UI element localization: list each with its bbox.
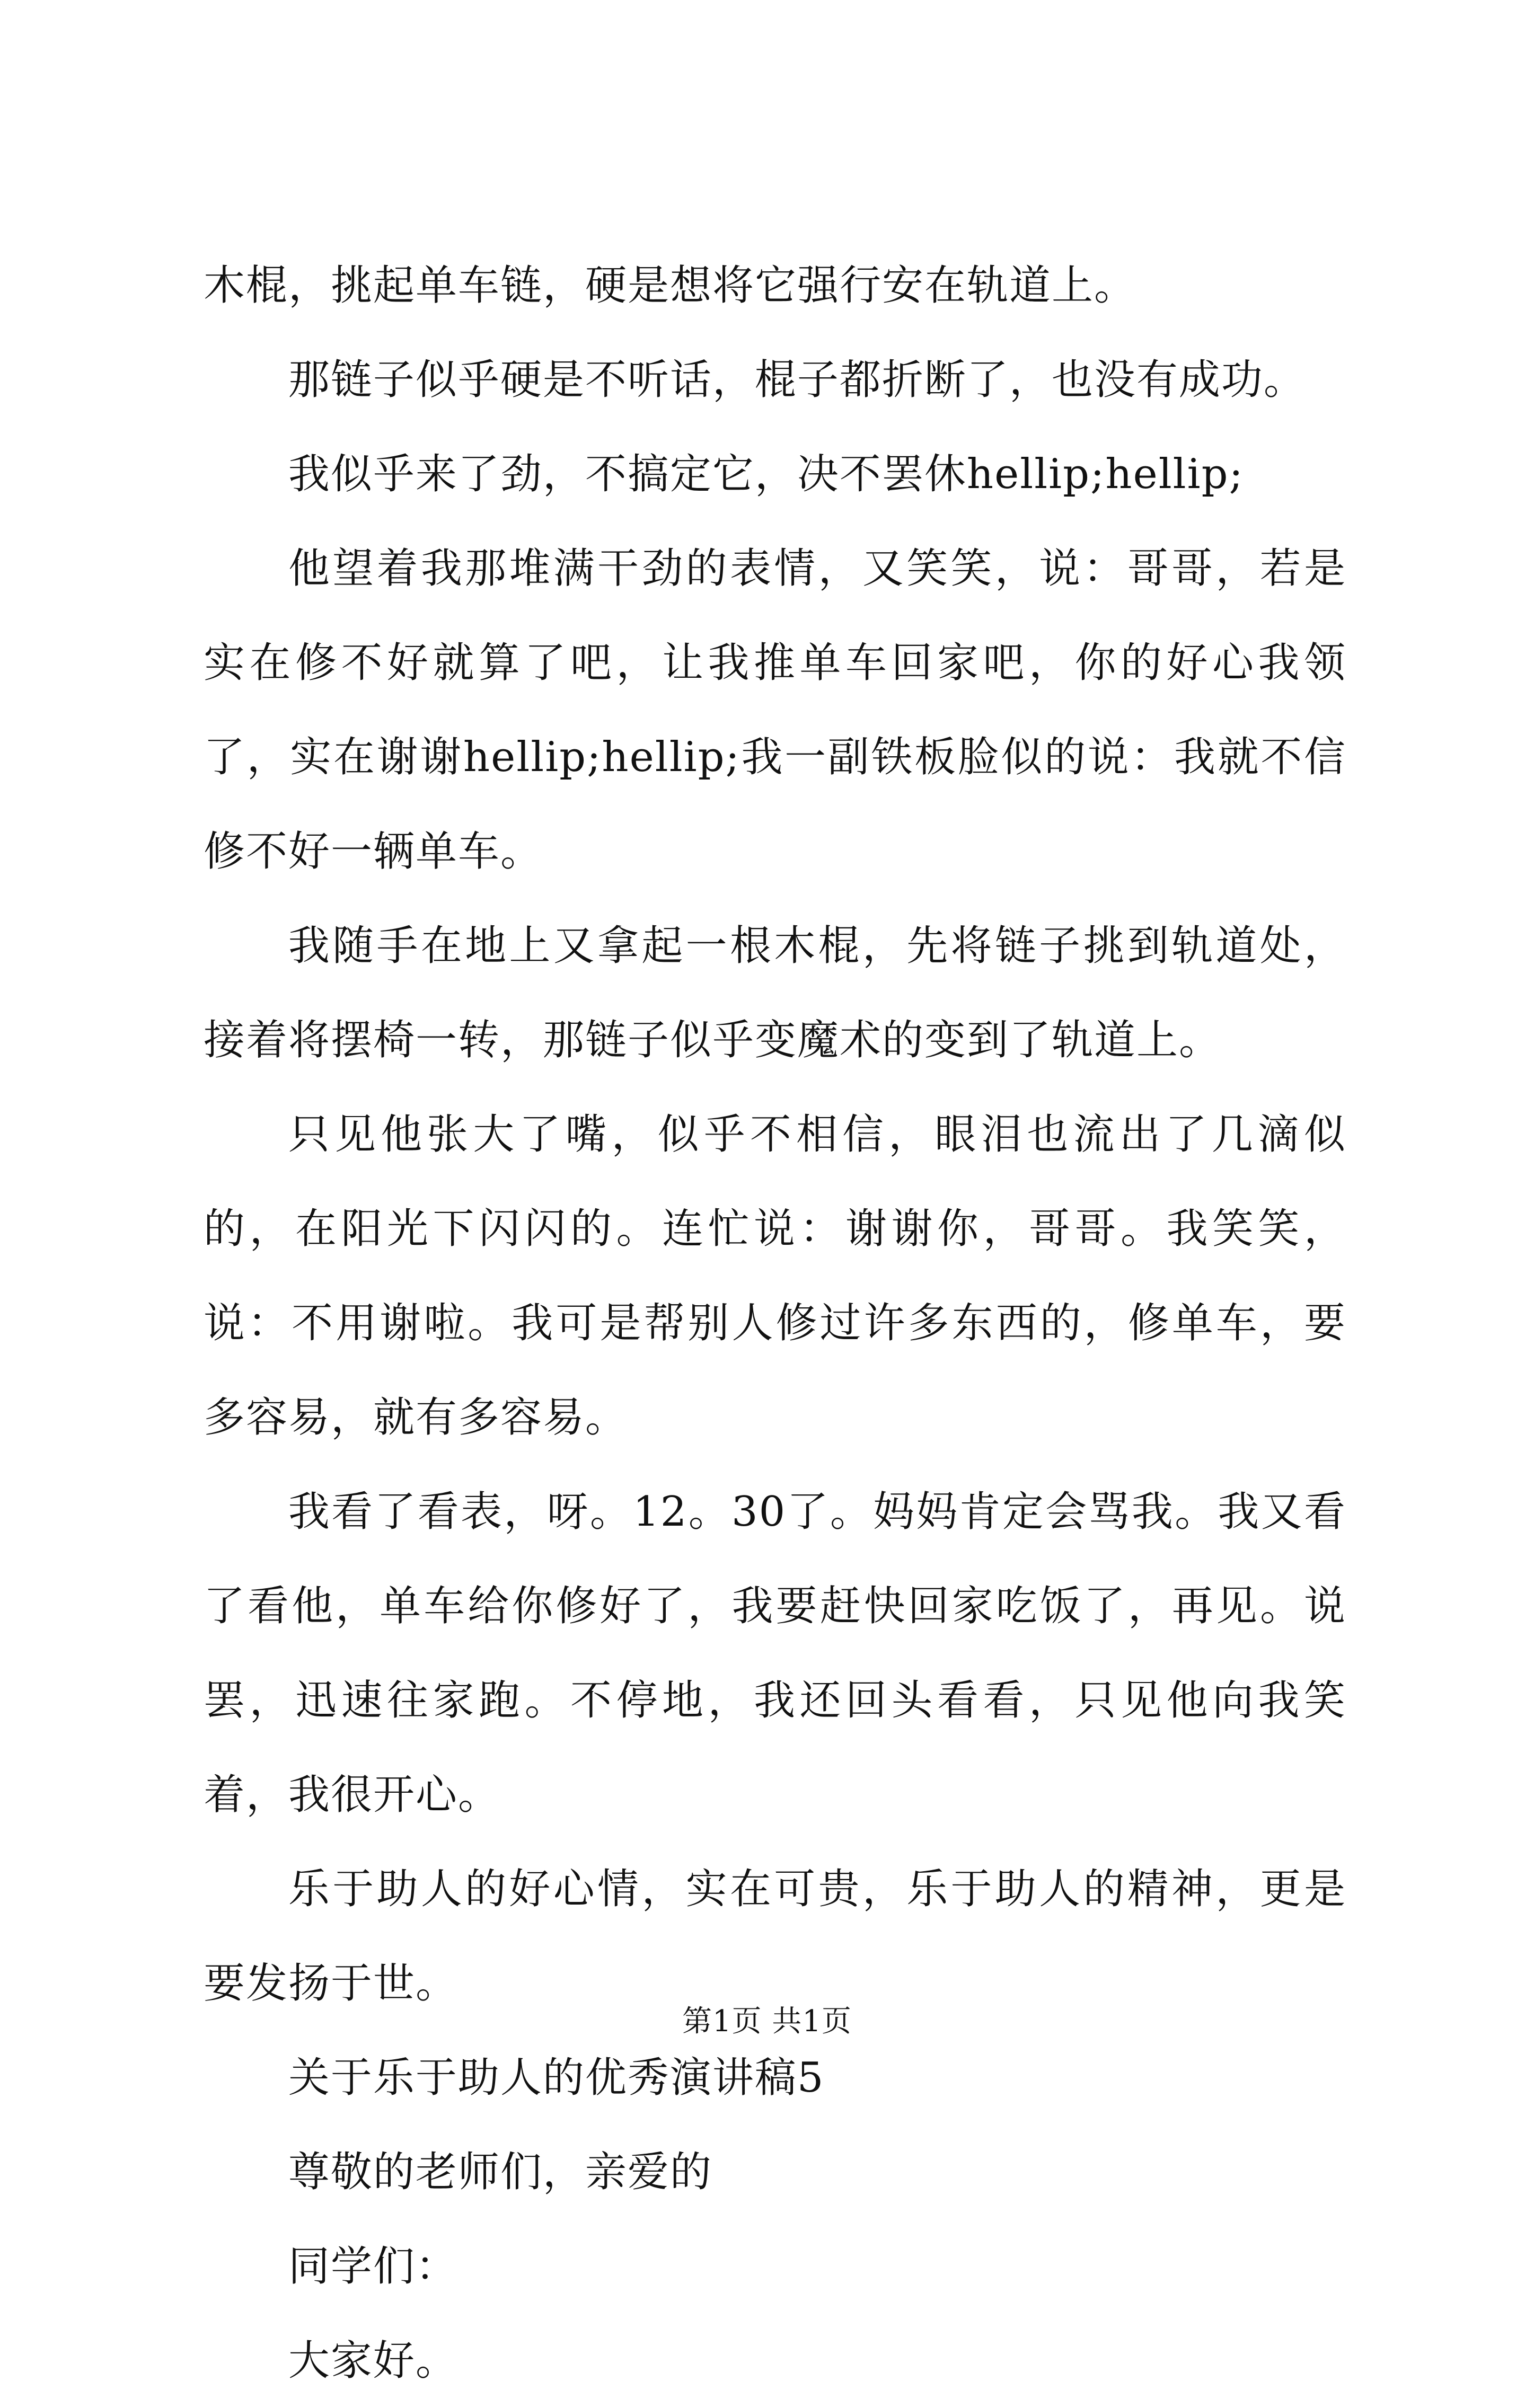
paragraph: 他望着我那堆满干劲的表情，又笑笑，说：哥哥，若是实在修不好就算了吧，让我推单车回家吧，你的好心我领了，实在谢谢hellip;hellip;我一副铁板脸似的说：我就不信修不好一辆单车。: [204, 545, 1346, 875]
page-number-footer: 第1页 共1页: [682, 2004, 852, 2039]
paragraph: 那链子似乎硬是不听话，棍子都折断了，也没有成功。: [288, 356, 1306, 404]
document-body: [204, 238, 1346, 2408]
speech-heading: 关于乐于助人的优秀演讲稿5: [288, 2054, 825, 2102]
greeting-line: 大家好。: [288, 2337, 458, 2385]
paragraph: 我随手在地上又拿起一根木棍，先将链子挑到轨道处，接着将摆椅一转，那链子似乎变魔术的变到了轨道上。: [204, 922, 1346, 1064]
paragraph: 我似乎来了劲，不搞定它，决不罢休hellip;hellip;: [288, 450, 1244, 498]
paragraph: 我看了看表，呀。12。30了。妈妈肯定会骂我。我又看了看他，单车给你修好了，我要赶快回家吃饭了，再见。说罢，迅速往家跑。不停地，我还回头看看，只见他向我笑着，我很开心。: [204, 1488, 1346, 1819]
paragraph-continuation: 木棍，挑起单车链，硬是想将它强行安在轨道上。: [204, 262, 1137, 309]
salutation-line-2: 同学们：: [288, 2243, 458, 2290]
salutation-line-1: 尊敬的老师们，亲爱的: [288, 2148, 712, 2196]
paragraph: 乐于助人的好心情，实在可贵，乐于助人的精神，更是要发扬于世。: [204, 1865, 1346, 2007]
paragraph: 只见他张大了嘴，似乎不相信，眼泪也流出了几滴似的，在阳光下闪闪的。连忙说：谢谢你，哥哥。我笑笑，说：不用谢啦。我可是帮别人修过许多东西的，修单车，要多容易，就有多容易。: [204, 1111, 1346, 1441]
